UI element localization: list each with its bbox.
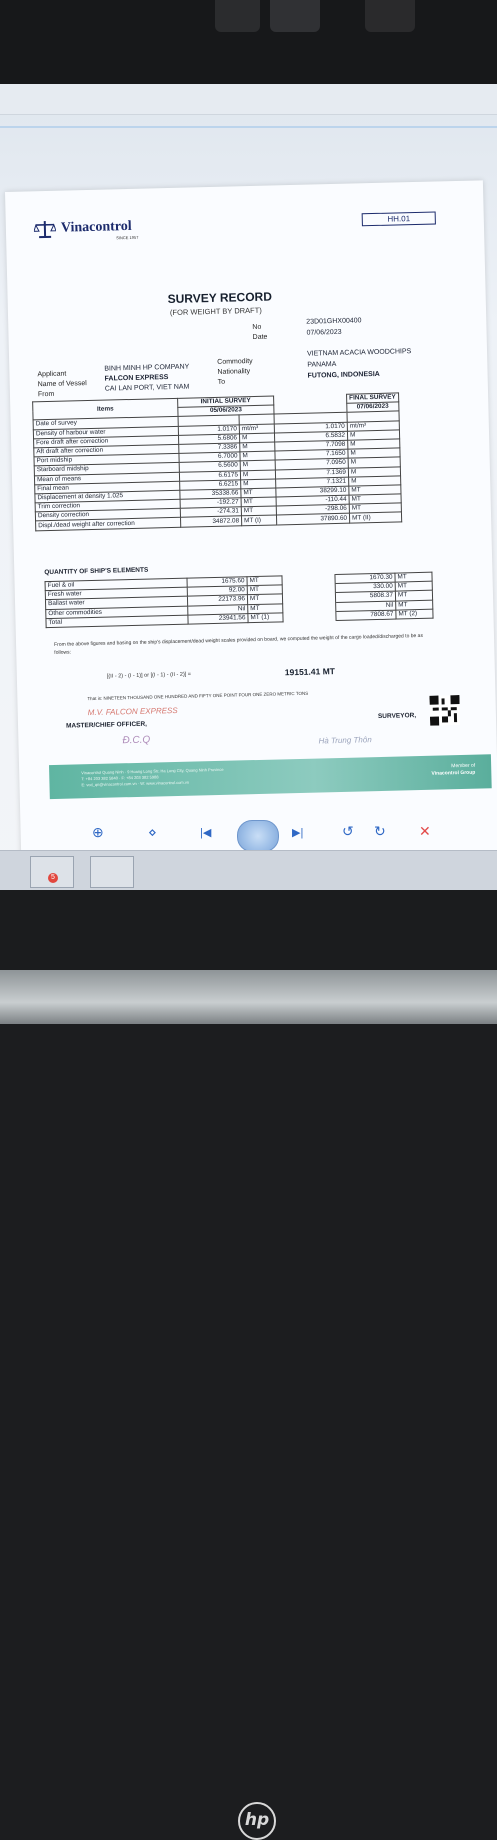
footer-address: Vinacontrol Quang Ninh · 9 Hoang Long Str, Ha Long City, Quang Ninh Province	[81, 766, 224, 776]
row-final-unit: mt/m³	[347, 421, 399, 431]
nationality-label: Nationality	[217, 368, 251, 376]
row-initial-unit: M	[241, 479, 276, 489]
row-final-value: 7.0950	[275, 459, 348, 470]
row-item-cell: Trim correction	[35, 499, 180, 512]
logo-tagline: SINCE 1957	[116, 234, 139, 241]
survey-record-image	[5, 180, 497, 881]
from-value: CAI LAN PORT, VIET NAM	[104, 383, 190, 393]
row-final-unit: MT	[395, 591, 432, 601]
rotate-right-icon[interactable]: ↻	[374, 823, 386, 839]
row-final-value: 7.1650	[275, 449, 348, 460]
previous-icon[interactable]: |◀	[200, 827, 212, 839]
computation-paragraph: From the above figures and basing on the ship's displacement/dead weight scales provided on board, we computed the weight of the cargo loaded/discharged to be as follows:	[54, 632, 424, 656]
row-final-unit: M	[348, 439, 400, 449]
footer-contact	[81, 767, 224, 788]
row-final-unit: MT	[395, 572, 432, 582]
row-initial-value: 7.3386	[179, 443, 240, 454]
row-initial-unit: MT	[241, 497, 276, 507]
row-initial-value: 6.6215	[180, 480, 241, 491]
items-header: Items	[33, 398, 178, 420]
row-final-value: 38299.10	[276, 486, 349, 497]
initial-survey-date: 05/06/2023	[178, 405, 274, 417]
applicant-value: BINH MINH HP COMPANY	[104, 363, 190, 373]
row-final-unit: MT	[349, 485, 401, 495]
toolbar-divider	[0, 126, 497, 128]
fit-page-icon[interactable]: ⋄	[148, 824, 157, 840]
laptop-keyboard-deck	[0, 970, 497, 1024]
row-final-value: 1670.30	[335, 573, 395, 584]
table-gap	[274, 394, 347, 414]
scales-icon	[34, 219, 56, 240]
row-final-value: 7.1321	[276, 477, 349, 488]
document-subtitle: (FOR WEIGHT BY DRAFT)	[169, 305, 262, 318]
row-initial-unit: MT	[247, 594, 282, 604]
row-initial-value: 35338.66	[180, 489, 241, 500]
delete-icon[interactable]: ✕	[419, 823, 431, 839]
window-title-bar	[0, 84, 497, 115]
master-signature-label: MASTER/CHIEF OFFICER,	[65, 720, 148, 730]
zoom-in-icon[interactable]: ⊕	[92, 824, 104, 840]
row-initial-value: 6.7000	[179, 452, 240, 463]
taskbar	[0, 850, 497, 890]
row-initial-value: 1.0170	[178, 424, 239, 435]
row-final-unit: M	[348, 466, 400, 476]
row-final-unit: M	[348, 457, 400, 467]
row-final-value: 6.5832	[274, 431, 347, 442]
row-initial-value: -274.31	[180, 507, 241, 518]
row-initial-unit: M	[240, 442, 275, 452]
row-item-cell: Ballast water	[45, 597, 187, 610]
row-final-value: -298.06	[276, 504, 349, 515]
qr-code-icon	[429, 695, 460, 726]
row-final-unit: M	[347, 430, 399, 440]
document-code: HH.01	[362, 211, 436, 226]
footer-group-name: Vinacontrol Group	[431, 769, 476, 777]
laptop-top-bezel	[0, 0, 497, 84]
rotate-left-icon[interactable]: ↺	[342, 823, 354, 839]
row-initial-unit: M	[240, 451, 275, 461]
notification-badge: 5	[48, 873, 58, 883]
row-initial-value: 34872.08	[181, 516, 242, 527]
row-initial-unit: MT (1)	[248, 613, 283, 623]
date-label: Date	[252, 333, 268, 341]
tape-piece	[215, 0, 260, 32]
computation-formula: [(II - 2) - (I - 1)] or [(I - 1) - (II - 2)] =	[106, 671, 192, 680]
row-final-unit: MT (II)	[349, 512, 401, 522]
cargo-weight-words: That is: NINETEEN THOUSAND ONE HUNDRED AND FIFTY ONE POINT FOUR ONE ZERO METRIC TONS	[87, 690, 309, 702]
row-initial-unit: MT	[247, 585, 282, 595]
final-survey-header: FINAL SURVEY	[347, 393, 399, 403]
survey-table	[32, 392, 402, 531]
logo-text: Vinacontrol	[60, 218, 132, 236]
no-label: No	[252, 323, 262, 331]
row-initial-value: 5.6806	[178, 434, 239, 445]
table-gap	[283, 611, 336, 621]
row-initial-unit: MT (I)	[241, 515, 276, 525]
laptop-bottom-bezel	[0, 890, 497, 1830]
row-item-cell: Fore draft after correction	[34, 435, 179, 448]
row-item-cell: Density correction	[35, 509, 180, 522]
row-item-cell: Displacement at density 1.025	[35, 490, 180, 503]
row-initial-value: 1675.60	[187, 577, 247, 588]
row-final-value: -110.44	[276, 495, 349, 506]
quantity-heading: QUANTITY OF SHIP'S ELEMENTS	[44, 566, 149, 577]
row-final-value: 7.1369	[275, 468, 348, 479]
webcam-cover	[270, 0, 320, 32]
to-value: FUTONG, INDONESIA	[307, 370, 380, 380]
row-initial-unit: M	[239, 433, 274, 443]
commodity-label: Commodity	[217, 358, 253, 366]
row-final-unit: M	[349, 476, 401, 486]
row-initial-unit: MT	[247, 576, 282, 586]
taskbar-thumbnail[interactable]	[90, 856, 134, 888]
row-initial-value: 92.00	[187, 586, 247, 597]
row-item-cell: Total	[46, 615, 188, 628]
ship-elements-body	[45, 572, 433, 627]
ship-elements-table	[45, 572, 434, 628]
row-final-unit: M	[348, 448, 400, 458]
row-final-value: 330.00	[335, 582, 395, 593]
next-icon[interactable]: ▶|	[292, 827, 304, 839]
to-label: To	[217, 378, 226, 386]
date-value: 07/06/2023	[306, 328, 342, 337]
laptop-screen	[0, 84, 497, 890]
row-item-cell: Mean of means	[34, 472, 179, 485]
tape-piece	[365, 0, 415, 32]
row-initial-unit: mt/m³	[239, 424, 274, 434]
applicant-label: Applicant	[37, 370, 67, 379]
row-item-cell: Displ./dead weight after correction	[36, 518, 181, 531]
row-item-cell: Final mean	[35, 481, 180, 494]
row-initial-value: 23941.56	[188, 613, 248, 624]
row-item-cell: Fresh water	[45, 587, 187, 600]
cargo-weight-result: 19151.41 MT	[284, 666, 336, 678]
commodity-value: VIETNAM ACACIA WOODCHIPS	[306, 348, 412, 358]
row-item-cell: Starboard midship	[34, 463, 179, 476]
row-final-unit: MT	[349, 503, 401, 513]
row-initial-value: Nil	[188, 604, 248, 615]
row-initial-unit: MT	[241, 506, 276, 516]
row-final-value: 7808.67	[336, 610, 396, 621]
row-item-cell: Other commodities	[46, 606, 188, 619]
row-item-cell: Date of survey	[33, 417, 178, 430]
row-final-unit: MT (2)	[396, 609, 433, 619]
row-initial-unit: MT	[241, 488, 276, 498]
document-footer	[49, 754, 492, 799]
vessel-stamp: M.V. FALCON EXPRESS	[87, 705, 178, 718]
row-initial-value: -192.27	[180, 498, 241, 509]
row-item-cell: Fuel & oil	[45, 578, 187, 591]
row-final-unit: MT	[395, 581, 432, 591]
footer-web: E: vcd_qn@vinacontrol.com.vn · W: www.vinacontrol.com.vn	[81, 779, 190, 788]
final-survey-date: 07/06/2023	[347, 402, 399, 412]
row-final-value: Nil	[336, 601, 396, 612]
row-initial-value: 6.5600	[179, 461, 240, 472]
vessel-label: Name of Vessel	[37, 380, 87, 389]
hp-logo: hp	[238, 1802, 276, 1840]
row-item-cell: Density of harbour water	[33, 426, 178, 439]
row-final-value: 5808.37	[335, 591, 395, 602]
document-title: SURVEY RECORD	[167, 289, 273, 307]
row-final-unit: MT	[396, 600, 433, 610]
master-signature: Đ.C.Q	[122, 734, 151, 747]
play-slideshow-button[interactable]	[237, 820, 279, 852]
vessel-value: FALCON EXPRESS	[104, 374, 169, 383]
row-final-value: 7.7098	[275, 440, 348, 451]
row-initial-unit: M	[240, 460, 275, 470]
footer-member-label: Member of	[451, 762, 476, 770]
row-initial-value: 22173.96	[187, 595, 247, 606]
footer-member	[431, 763, 475, 778]
nationality-value: PANAMA	[307, 360, 337, 369]
from-label: From	[37, 390, 55, 399]
row-initial-unit: MT	[248, 603, 283, 613]
surveyor-signature-label: SURVEYOR,	[377, 712, 417, 721]
row-final-value: 37890.60	[276, 514, 349, 525]
no-value: 23D01GHX00400	[306, 317, 362, 326]
footer-phone: T: +84 203 382 5840 · F: +84 203 382 5988	[81, 774, 159, 782]
row-initial-value: 6.6175	[179, 470, 240, 481]
row-initial-unit: M	[240, 469, 275, 479]
surveyor-signature: Hà Trung Thôn	[318, 735, 372, 746]
taskbar-thumbnail[interactable]	[30, 856, 74, 888]
survey-table-body	[33, 411, 401, 530]
initial-survey-header: INITIAL SURVEY	[178, 396, 274, 408]
row-item-cell: Aft draft after correction	[34, 444, 179, 457]
row-final-value: 1.0170	[274, 422, 347, 433]
row-item-cell: Port midship	[34, 453, 179, 466]
row-final-unit: MT	[349, 494, 401, 504]
